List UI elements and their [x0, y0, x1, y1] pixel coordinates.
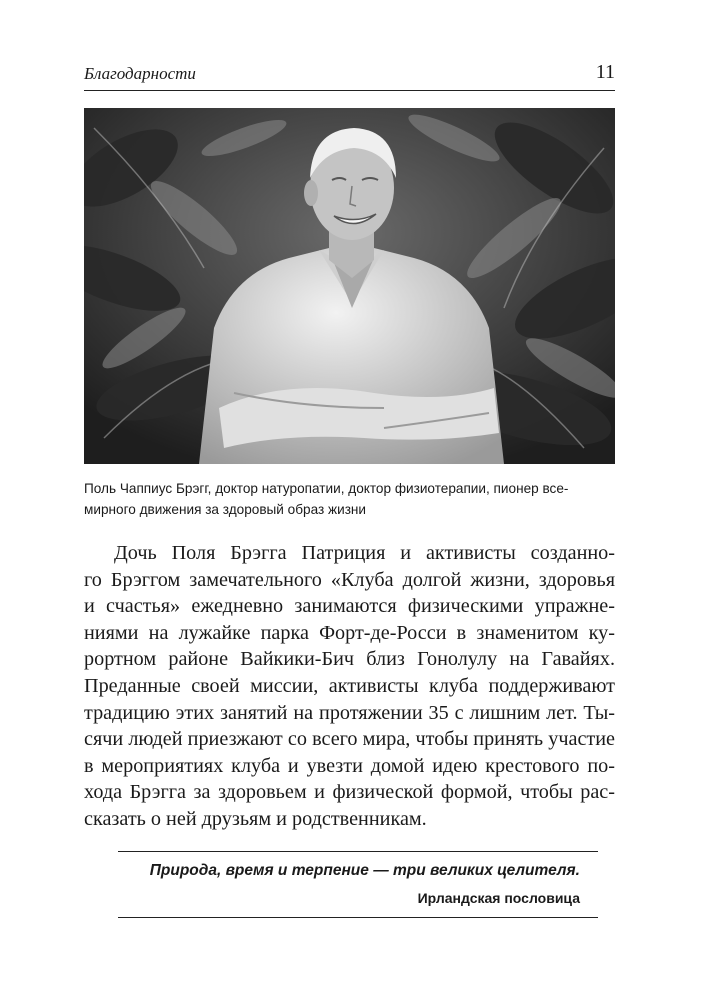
epigraph-bottom-rule [118, 917, 598, 918]
photo-caption [84, 478, 624, 520]
paragraph-line: го Брэггом замечательного «Клуба долгой жизни, здоровья [84, 568, 615, 591]
paragraph-line: ниями на лужайке парка Форт-де-Росси в знаменитом ку- [84, 621, 615, 644]
paragraph-line: в мероприятиях клуба и увезти домой идею крестового по- [84, 754, 615, 777]
section-title: Благодарности [84, 64, 196, 83]
paragraph-line: Дочь Поля Брэгга Патриция и активисты созданно- [114, 542, 615, 564]
paragraph-line: рортном районе Вайкики-Бич близ Гонолулу на Гавайях. [84, 648, 615, 671]
paragraph-line: хода Брэгга за здоровьем и физической формой, чтобы рас- [84, 781, 615, 804]
paragraph-line: Преданные своей миссии, активисты клуба поддерживают [84, 674, 615, 697]
epigraph-attribution: Ирландская пословица [417, 890, 580, 906]
portrait-photo [84, 108, 615, 464]
caption-line: Поль Чаппиус Брэгг, доктор натуропатии, доктор физиотерапии, пионер все- [84, 481, 569, 496]
body-paragraph [84, 540, 615, 833]
page-number: 11 [595, 61, 615, 83]
caption-line: мирного движения за здоровый образ жизни [84, 502, 367, 517]
epigraph-top-rule [118, 851, 598, 852]
running-header [84, 60, 615, 91]
epigraph-quote: Природа, время и терпение — три великих целителя. [149, 862, 580, 879]
paragraph-line: сказать о ней друзьям и родственникам. [84, 807, 427, 830]
paragraph-line: и счастья» ежедневно занимаются физическими упражне- [84, 595, 615, 618]
paragraph-line: сячи людей приезжают со всего мира, чтобы принять участие [84, 728, 615, 751]
paragraph-line: традицию этих занятий на протяжении 35 с лишним лет. Ты- [84, 701, 615, 724]
